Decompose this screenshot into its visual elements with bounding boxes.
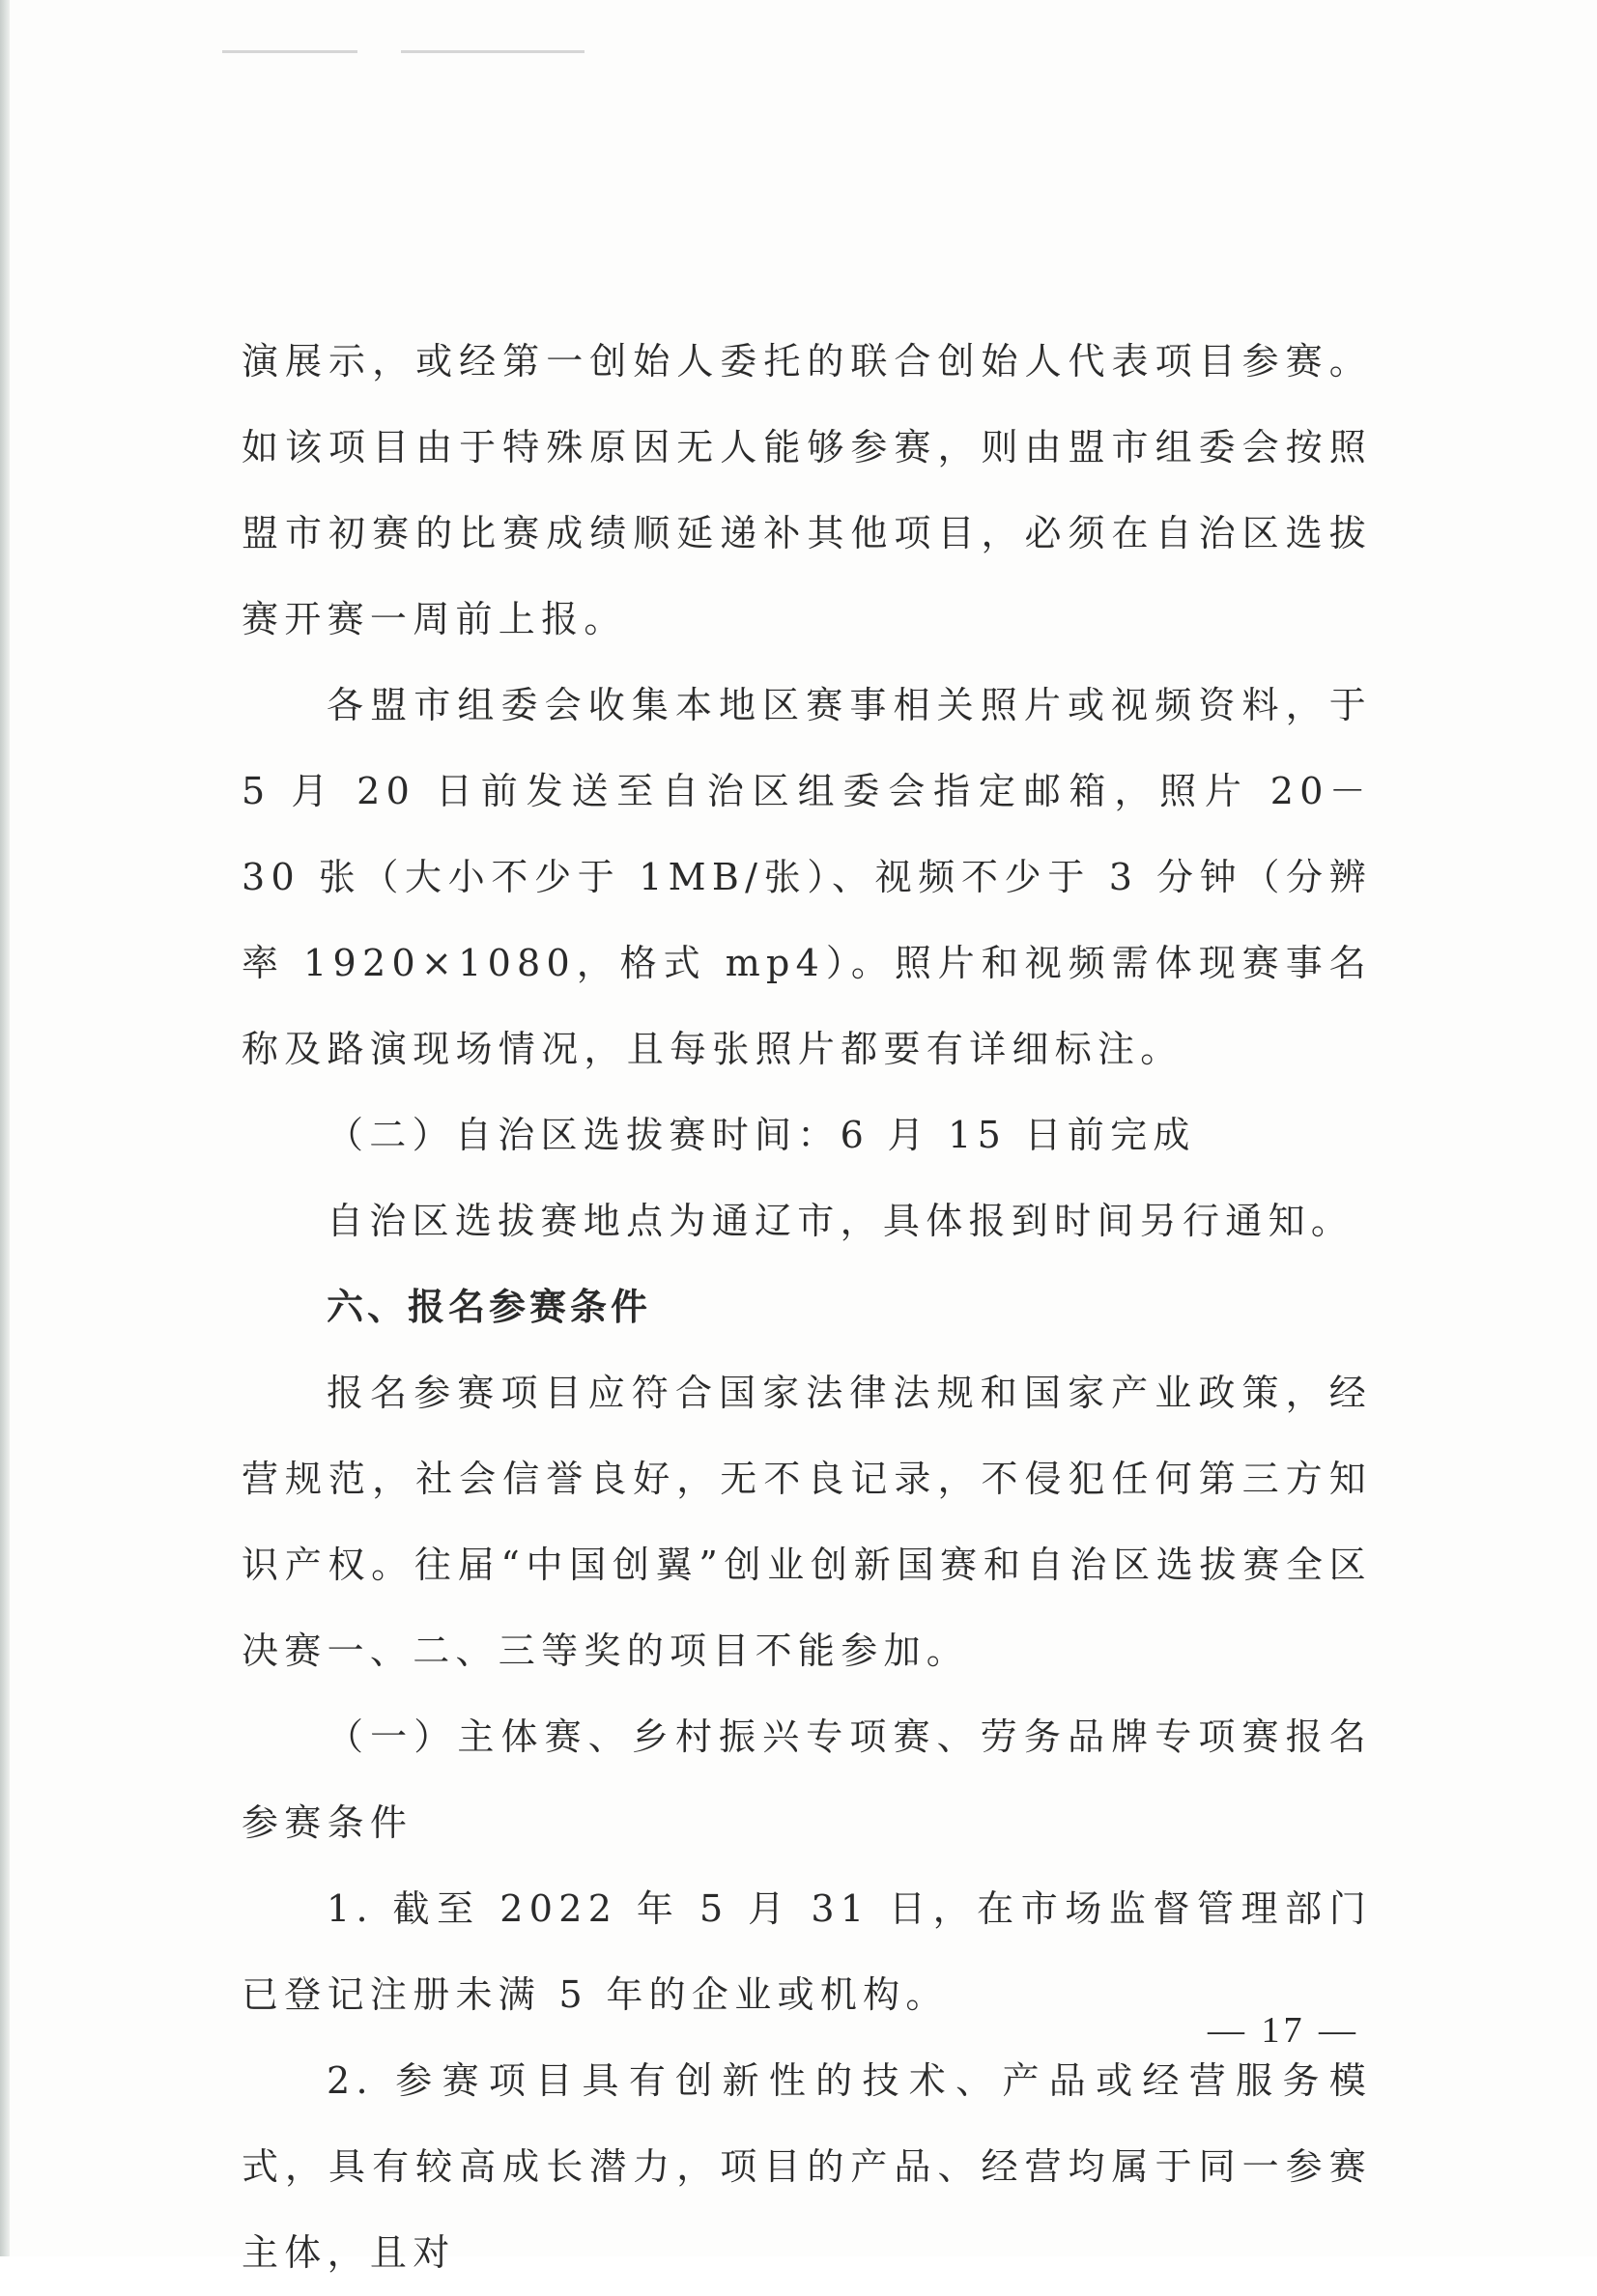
list-item: 2. 参赛项目具有创新性的技术、产品或经营服务模式，具有较高成长潜力，项目的产品、经营均属于同一参赛主体，且对	[242, 2059, 1372, 2274]
list-item: 1. 截至 2022 年 5 月 31 日，在市场监督管理部门已登记注册未满 5 年的企业或机构。	[242, 1887, 1372, 2016]
paragraph: 各盟市组委会收集本地区赛事相关照片或视频资料，于 5 月 20 日前发送至自治区组委会指定邮箱，照片 20－30 张（大小不少于 1MB/张）、视频不少于 3 分钟（分辨率 1920×1080，格式 mp4）。照片和视频需体现赛事名称及路演现场情况，且每张照片都要有详细标注。	[242, 684, 1372, 1070]
document-body	[242, 319, 1372, 2296]
page-number: — 17 —	[1208, 2010, 1359, 2051]
scan-edge	[0, 0, 10, 2256]
header-rule	[222, 50, 357, 53]
paragraph: 自治区选拔赛地点为通辽市，具体报到时间另行通知。	[327, 1200, 1355, 1242]
paragraph: 报名参赛项目应符合国家法律法规和国家产业政策，经营规范，社会信誉良好，无不良记录，不侵犯任何第三方知识产权。往届“中国创翼”创业创新国赛和自治区选拔赛全区决赛一、二、三等奖的项目不能参加。	[242, 1372, 1372, 1672]
subsection-title: （二）自治区选拔赛时间：6 月 15 日前完成	[327, 1114, 1196, 1156]
section-heading: 六、报名参赛条件	[327, 1286, 652, 1328]
subsection-title: （一）主体赛、乡村振兴专项赛、劳务品牌专项赛报名参赛条件	[242, 1715, 1372, 1844]
paragraph: 演展示，或经第一创始人委托的联合创始人代表项目参赛。如该项目由于特殊原因无人能够参赛，则由盟市组委会按照盟市初赛的比赛成绩顺延递补其他项目，必须在自治区选拔赛开赛一周前上报。	[242, 340, 1372, 640]
header-rule	[401, 50, 585, 53]
